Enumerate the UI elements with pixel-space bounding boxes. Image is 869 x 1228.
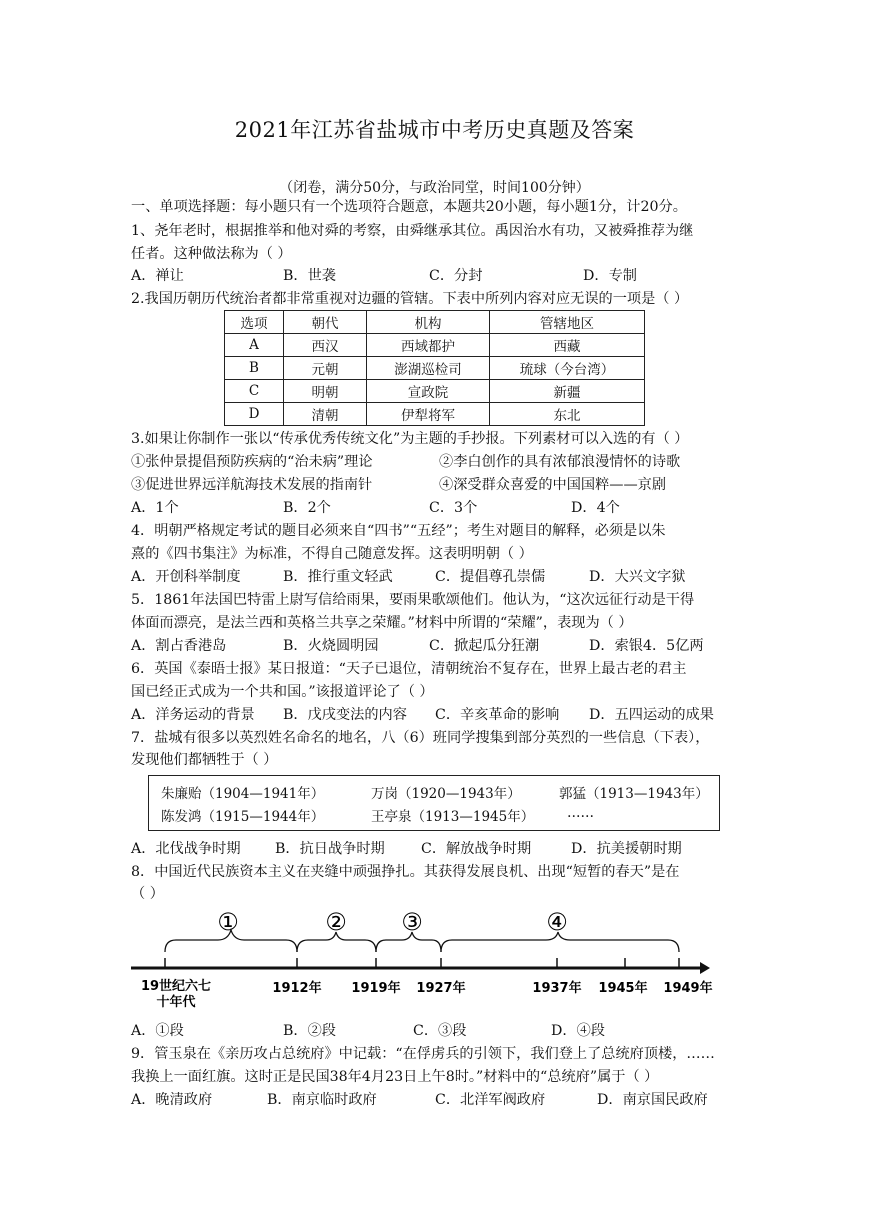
section-heading: 一、单项选择题：每小题只有一个选项符合题意，本题共20小题，每小题1分，计20分。 bbox=[131, 199, 687, 215]
option-c[interactable]: C．掀起瓜分狂潮 bbox=[429, 638, 540, 654]
question-8-stem-cont: （ ） bbox=[131, 886, 164, 902]
martyr-info: 万岗（1920—1943年） bbox=[371, 786, 521, 802]
question-7-info-box bbox=[148, 775, 720, 831]
timeline-arrowhead bbox=[700, 962, 710, 974]
option-a[interactable]: A．北伐战争时期 bbox=[131, 841, 241, 857]
tick-label: 1919年 bbox=[351, 981, 401, 996]
table-cell: 元朝 bbox=[284, 357, 367, 380]
table-cell: 西汉 bbox=[284, 334, 367, 357]
question-7-stem: 7．盐城有很多以英烈姓名命名的地名，八（6）班同学搜集到部分英烈的一些信息（下表）， bbox=[131, 730, 710, 746]
table-row bbox=[225, 357, 645, 380]
option-a[interactable]: A．开创科举制度 bbox=[131, 569, 241, 585]
material-4: ④深受群众喜爱的中国国粹——京剧 bbox=[439, 477, 667, 493]
question-7-stem-cont: 发现他们都牺牲于（ ） bbox=[131, 752, 278, 768]
exam-info: （闭卷，满分50分，与政治同堂，时间100分钟） bbox=[279, 180, 590, 196]
table-cell: A bbox=[225, 334, 284, 357]
option-d[interactable]: D．索银4．5亿两 bbox=[589, 638, 704, 654]
option-a[interactable]: A．禅让 bbox=[131, 268, 184, 284]
table-cell: 西域都护 bbox=[367, 334, 490, 357]
table-cell: 西藏 bbox=[490, 334, 645, 357]
tick-label: 1949年 bbox=[663, 981, 713, 996]
table-cell: 琉球（今台湾） bbox=[490, 357, 645, 380]
question-1-stem-cont: 任者。这种做法称为（ ） bbox=[131, 246, 292, 262]
ellipsis: …… bbox=[567, 805, 594, 821]
question-9-stem: 9．管玉泉在《亲历攻占总统府》中记载：“在俘虏兵的引领下，我们登上了总统府顶楼，…… bbox=[131, 1046, 715, 1062]
option-d[interactable]: D．专制 bbox=[583, 268, 637, 284]
question-4-stem: 4．明朝严格规定考试的题目必须来自“四书”“五经”；考生对题目的解释，必须是以朱 bbox=[131, 523, 666, 539]
material-3: ③促进世界远洋航海技术发展的指南针 bbox=[131, 477, 373, 493]
table-cell: 宣政院 bbox=[367, 380, 490, 403]
table-header: 机构 bbox=[367, 311, 490, 334]
question-5-stem: 5．1861年法国巴特雷上尉写信给雨果，要雨果歌颂他们。他认为，“这次远征行动是干得 bbox=[131, 592, 695, 608]
segment-label-4: ④ bbox=[546, 908, 568, 936]
table-cell: 伊犁将军 bbox=[367, 403, 490, 426]
material-2: ②李白创作的具有浓郁浪漫情怀的诗歌 bbox=[439, 454, 681, 470]
option-b[interactable]: B．戊戌变法的内容 bbox=[283, 707, 407, 723]
martyr-info: 陈发鸿（1915—1944年） bbox=[161, 809, 325, 825]
table-cell: C bbox=[225, 380, 284, 403]
option-b[interactable]: B．抗日战争时期 bbox=[275, 841, 385, 857]
tick-label: 1927年 bbox=[416, 981, 466, 996]
question-2-table bbox=[224, 310, 645, 426]
question-4-stem-cont: 熹的《四书集注》为标准，不得自己随意发挥。这表明明朝（ ） bbox=[131, 546, 533, 562]
table-cell: 明朝 bbox=[284, 380, 367, 403]
table-cell: B bbox=[225, 357, 284, 380]
option-d[interactable]: D．南京国民政府 bbox=[597, 1092, 708, 1108]
option-c[interactable]: C．提倡尊孔崇儒 bbox=[435, 569, 546, 585]
table-row bbox=[225, 380, 645, 403]
table-header: 选项 bbox=[225, 311, 284, 334]
martyr-info: 朱廉贻（1904—1941年） bbox=[161, 786, 325, 802]
segment-label-2: ② bbox=[325, 908, 347, 936]
table-cell: 清朝 bbox=[284, 403, 367, 426]
tick-label: 1912年 bbox=[272, 981, 322, 996]
martyr-info: 王亭泉（1913—1945年） bbox=[371, 809, 535, 825]
option-b[interactable]: B．世袭 bbox=[283, 268, 336, 284]
option-a[interactable]: A．晚清政府 bbox=[131, 1092, 213, 1108]
option-d[interactable]: D．抗美援朝时期 bbox=[571, 841, 682, 857]
question-9-stem-cont: 我换上一面红旗。这时正是民国38年4月23日上午8时。”材料中的“总统府”属于（ ） bbox=[131, 1069, 659, 1085]
table-cell: 澎湖巡检司 bbox=[367, 357, 490, 380]
option-d[interactable]: D．五四运动的成果 bbox=[589, 707, 714, 723]
question-3-stem: 3.如果让你制作一张以“传承优秀传统文化”为主题的手抄报。下列素材可以入选的有（ ） bbox=[131, 431, 689, 447]
page-title: 2021年江苏省盐城市中考历史真题及答案 bbox=[234, 118, 635, 142]
option-d[interactable]: D．④段 bbox=[551, 1023, 605, 1039]
question-6-stem-cont: 国已经正式成为一个共和国。”该报道评论了（ ） bbox=[131, 684, 434, 700]
option-c[interactable]: C．辛亥革命的影响 bbox=[435, 707, 560, 723]
option-b[interactable]: B．火烧圆明园 bbox=[283, 638, 379, 654]
option-a[interactable]: A．洋务运动的背景 bbox=[131, 707, 255, 723]
tick-label: 十年代 bbox=[156, 995, 196, 1010]
table-row bbox=[225, 403, 645, 426]
option-a[interactable]: A．割占香港岛 bbox=[131, 638, 227, 654]
option-c[interactable]: C．北洋军阀政府 bbox=[435, 1092, 546, 1108]
segment-label-1: ① bbox=[217, 908, 239, 936]
option-b[interactable]: B．南京临时政府 bbox=[267, 1092, 377, 1108]
option-d[interactable]: D．4个 bbox=[571, 500, 620, 516]
timeline-diagram bbox=[0, 900, 869, 1020]
option-c[interactable]: C．分封 bbox=[429, 268, 483, 284]
segment-label-3: ③ bbox=[401, 908, 423, 936]
table-cell: 东北 bbox=[490, 403, 645, 426]
table-header-row bbox=[225, 311, 645, 334]
table-header: 管辖地区 bbox=[490, 311, 645, 334]
material-1: ①张仲景提倡预防疾病的“治未病”理论 bbox=[131, 454, 373, 470]
question-8-stem: 8．中国近代民族资本主义在夹缝中顽强挣扎。其获得发展良机、出现“短暂的春天”是在 bbox=[131, 864, 680, 880]
table-header: 朝代 bbox=[284, 311, 367, 334]
option-c[interactable]: C．③段 bbox=[413, 1023, 467, 1039]
tick-label: 1937年 bbox=[532, 981, 582, 996]
option-c[interactable]: C．3个 bbox=[429, 500, 478, 516]
question-5-stem-cont: 体面而漂亮，是法兰西和英格兰共享之荣耀。”材料中所谓的“荣耀”，表现为（ ） bbox=[131, 615, 633, 631]
brace-segment-2 bbox=[297, 932, 376, 952]
question-1-stem: 1、尧年老时，根据推举和他对舜的考察，由舜继承其位。禹因治水有功，又被舜推荐为继 bbox=[131, 223, 694, 239]
option-c[interactable]: C．解放战争时期 bbox=[421, 841, 532, 857]
question-6-stem: 6．英国《泰晤士报》某日报道：“天子已退位，清朝统治不复存在，世界上最古老的君主 bbox=[131, 661, 687, 677]
table-cell: 新疆 bbox=[490, 380, 645, 403]
question-2-stem: 2.我国历朝历代统治者都非常重视对边疆的管辖。下表中所列内容对应无误的一项是（ ） bbox=[131, 291, 689, 307]
martyr-info: 郭猛（1913—1943年） bbox=[559, 786, 709, 802]
option-b[interactable]: B．2个 bbox=[283, 500, 331, 516]
table-row bbox=[225, 334, 645, 357]
option-d[interactable]: D．大兴文字狱 bbox=[589, 569, 686, 585]
option-a[interactable]: A．①段 bbox=[131, 1023, 184, 1039]
table-cell: D bbox=[225, 403, 284, 426]
option-b[interactable]: B．推行重文轻武 bbox=[283, 569, 393, 585]
tick-label: 1945年 bbox=[598, 981, 648, 996]
tick-label: 19世纪六七 bbox=[140, 979, 212, 994]
option-b[interactable]: B．②段 bbox=[283, 1023, 336, 1039]
option-a[interactable]: A．1个 bbox=[131, 500, 179, 516]
